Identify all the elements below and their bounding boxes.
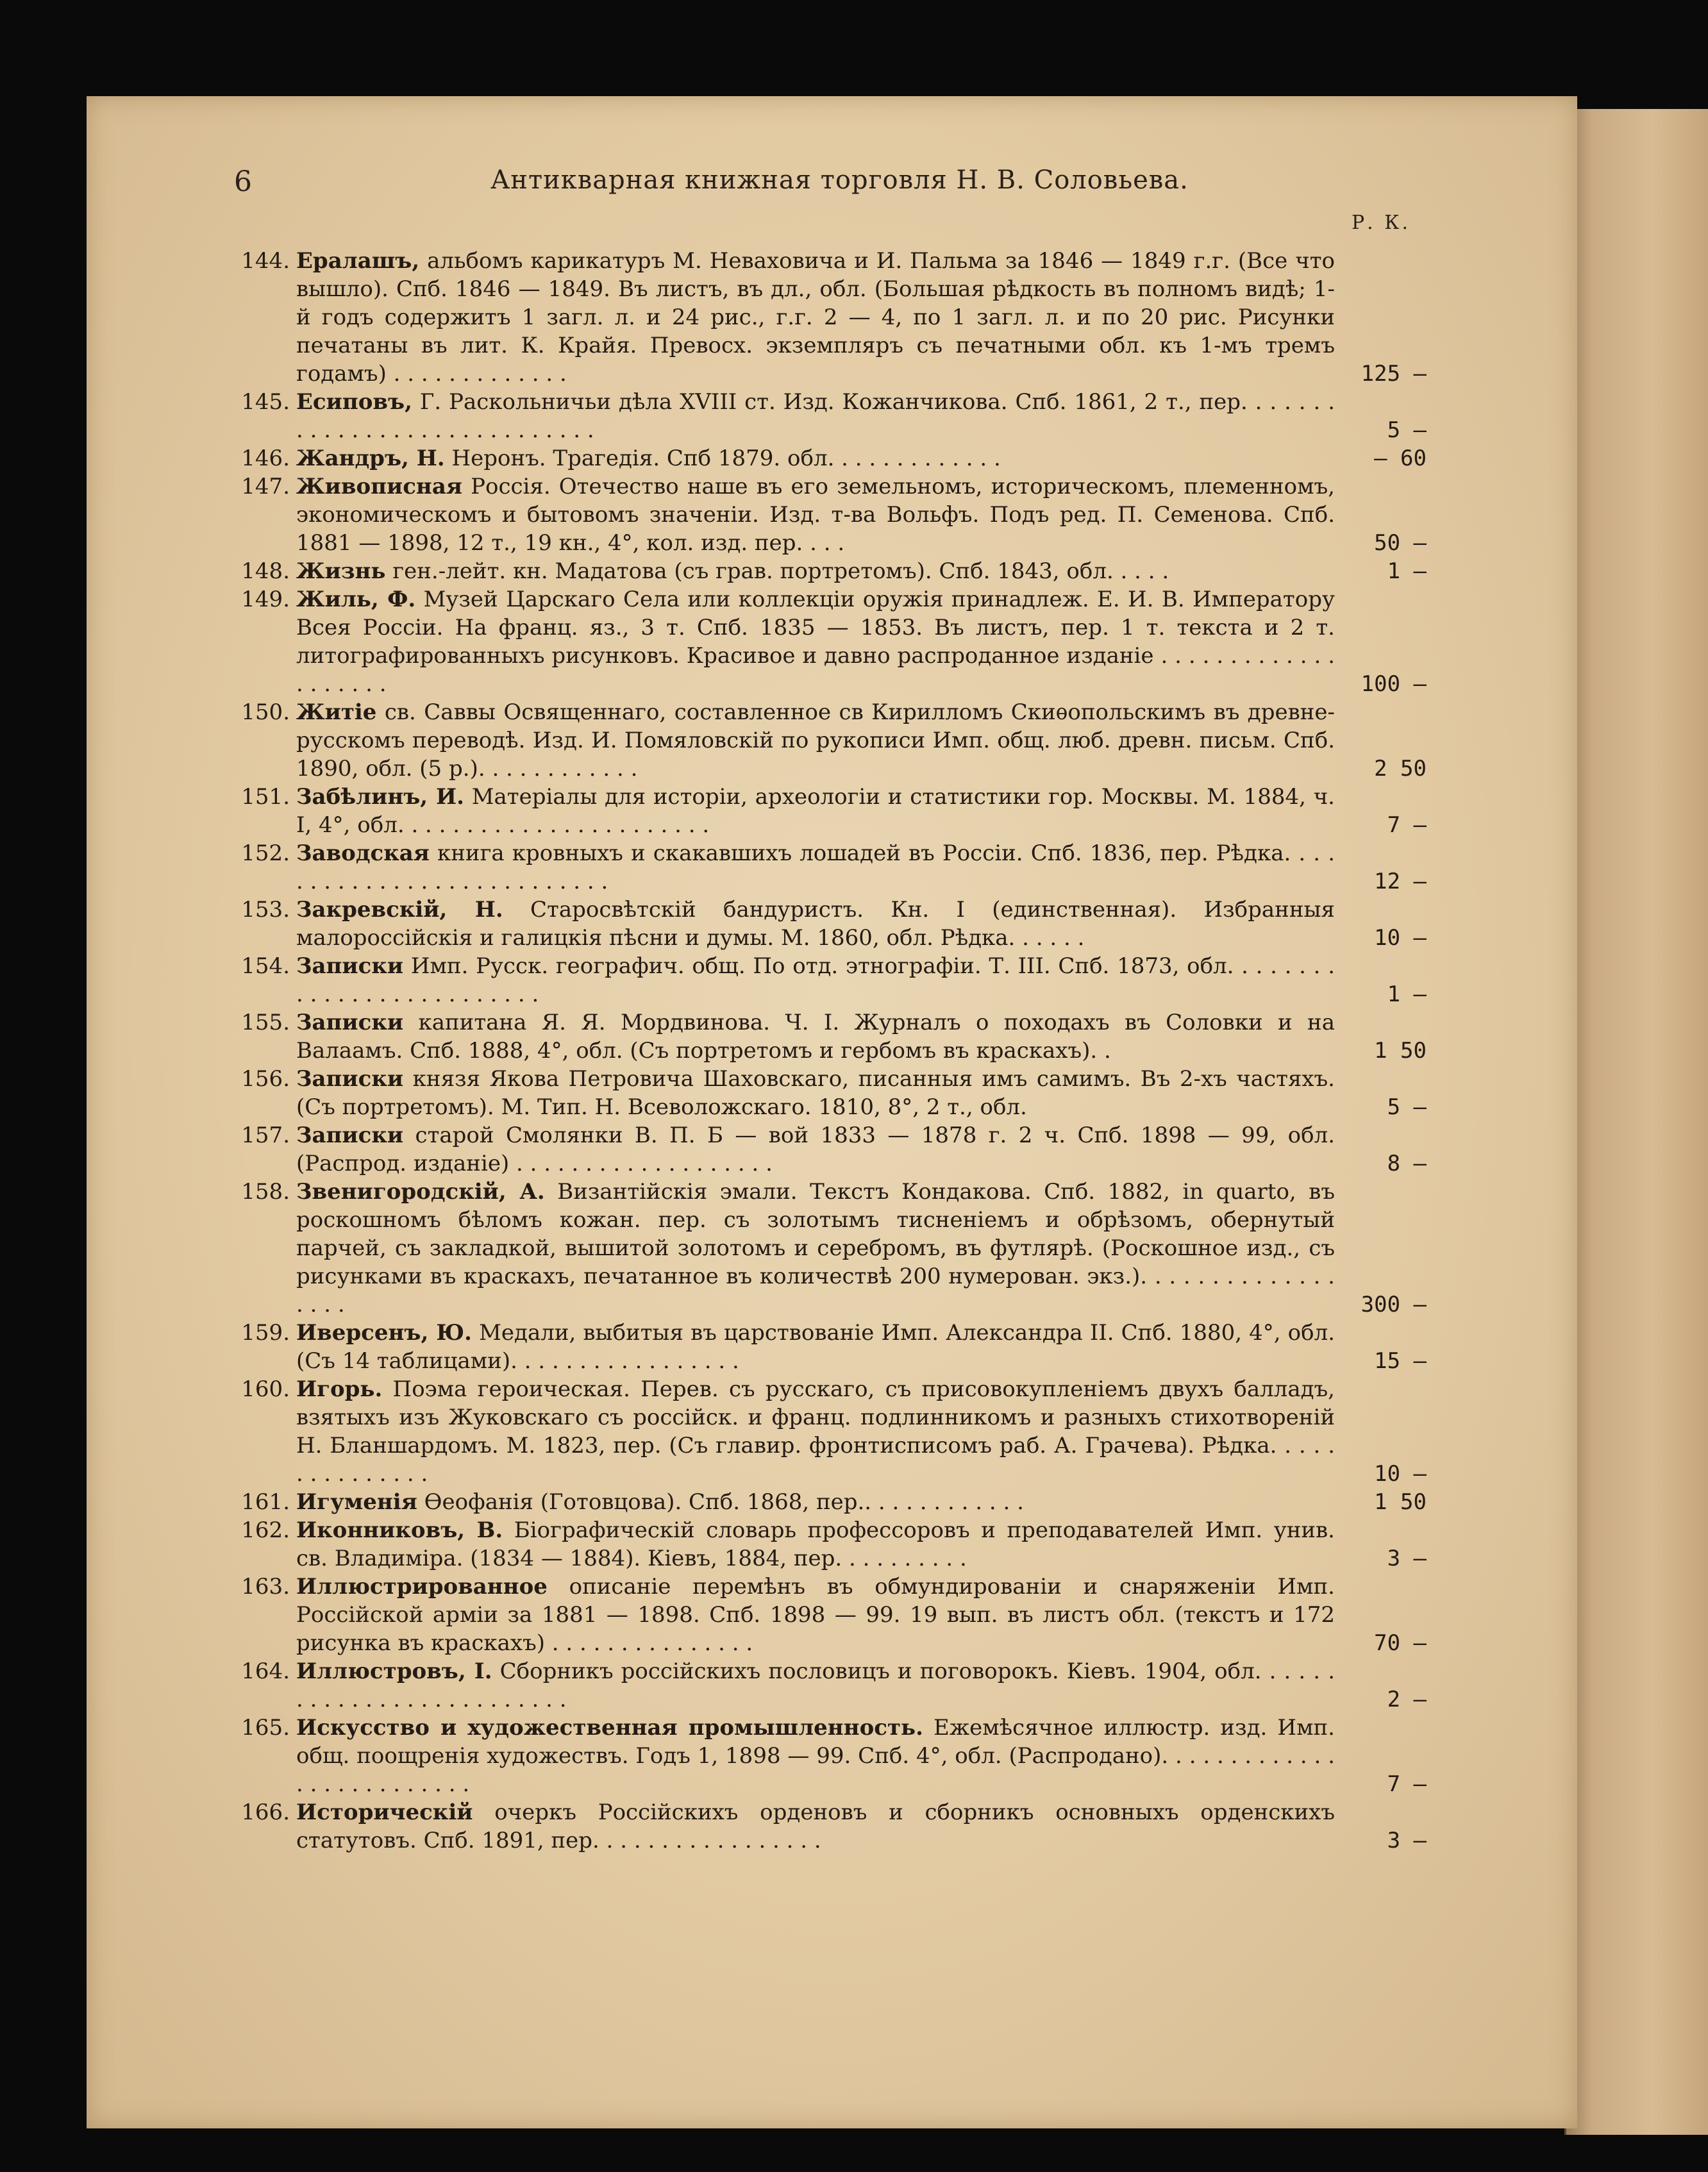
entry-heading: Есиповъ, <box>296 389 412 415</box>
entry-description <box>296 1065 1335 1121</box>
entry-price: 1 — <box>1387 558 1427 584</box>
entry-description <box>296 1516 1335 1573</box>
entry-price: 1 50 <box>1374 1038 1427 1064</box>
entry-description <box>296 1573 1335 1657</box>
entry-price: 15 — <box>1374 1348 1427 1374</box>
entry-body: старой Смолянки В. П. Б — вой 1833 — 1878 г. 2 ч. Спб. 1898 — 99, обл. (Распрод. изданіе) . . . . . . . . . . . . . . . . . . . <box>296 1123 1335 1176</box>
entry-description <box>296 1008 1335 1065</box>
entry-number: 151. <box>241 784 290 810</box>
entry-body: Неронъ. Трагедія. Спб 1879. обл. . . . . . . . . . . . . <box>444 446 1001 471</box>
catalog-entry <box>234 247 1427 388</box>
entry-body: ген.-лейт. кн. Мадатова (съ грав. портретомъ). Спб. 1843, обл. . . . . <box>385 558 1169 584</box>
entry-price: 8 — <box>1387 1151 1427 1176</box>
catalog-entry <box>234 1121 1427 1178</box>
entry-number: 153. <box>241 897 290 923</box>
entry-price: 300 — <box>1361 1292 1427 1317</box>
entry-heading: Иллюстровъ, І. <box>296 1658 492 1684</box>
entry-body: Россія. Отечество наше въ его земельномъ, историческомъ, племенномъ, экономическомъ и бытовомъ значеніи. Изд. т-ва Вольфъ. Подъ ред. П. Семенова. Спб. 1881 — 1898, 12 т., 19 кн., 4°, кол. изд. пер. . . . <box>296 474 1335 556</box>
entry-number: 160. <box>241 1376 290 1402</box>
entry-price: 2 50 <box>1374 756 1427 781</box>
entry-description <box>296 783 1335 839</box>
entry-price: 12 — <box>1374 869 1427 894</box>
entry-heading: Записки <box>296 1066 404 1092</box>
entry-description <box>296 839 1335 896</box>
catalog-entries <box>234 247 1427 1855</box>
entry-number: 146. <box>241 446 290 471</box>
entry-number: 162. <box>241 1517 290 1543</box>
catalog-entry <box>234 1657 1427 1714</box>
entry-heading: Жиль, Ф. <box>296 587 416 612</box>
page-header <box>234 165 1439 204</box>
entry-price: 2 — <box>1387 1687 1427 1712</box>
catalog-entry <box>234 444 1427 472</box>
entry-heading: Записки <box>296 953 404 979</box>
entry-heading: Игорь. <box>296 1376 383 1402</box>
entry-body: Старосвѣтскій бандуристъ. Кн. I (единственная). Избранныя малороссійскія и галицкія пѣсни и думы. М. 1860, обл. Рѣдка. . . . . . <box>296 897 1335 951</box>
entry-price: 7 — <box>1387 812 1427 838</box>
entry-number: 156. <box>241 1066 290 1092</box>
catalog-entry <box>234 1488 1427 1516</box>
entry-body: Поэма героическая. Перев. съ русскаго, съ присовокупленіемъ двухъ балладъ, взятыхъ изъ Жуковскаго съ россійск. и франц. подлинникомъ и разныхъ стихотвореній Н. Бланшардомъ. М. 1823, пер. (Съ главир. фронтисписомъ раб. А. Грачева). Рѣдка. . . . . . . . . . . . . . . <box>296 1376 1335 1487</box>
entry-body: Г. Раскольничьи дѣла XVIII ст. Изд. Кожанчикова. Спб. 1861, 2 т., пер. . . . . . . . . . . . . . . . . . . . . . . . . . . . . <box>296 389 1335 443</box>
price-column-header: Р. К. <box>1352 212 1411 234</box>
entry-price: 3 — <box>1387 1546 1427 1571</box>
entry-number: 154. <box>241 953 290 979</box>
entry-heading: Заводская <box>296 840 430 866</box>
catalog-entry <box>234 1573 1427 1657</box>
entry-heading: Жизнь <box>296 558 386 584</box>
entry-number: 145. <box>241 389 290 415</box>
catalog-entry <box>234 1798 1427 1855</box>
entry-body: Имп. Русск. географич. общ. По отд. этнографіи. Т. III. Спб. 1873, обл. . . . . . . . . . . . . . . . . . . . . . . . . . <box>296 953 1335 1007</box>
entry-description <box>296 1714 1335 1798</box>
entry-body: описаніе перемѣнъ въ обмундированіи и снаряженіи Имп. Россійской арміи за 1881 — 1898. Спб. 1898 — 99. 19 вып. въ листъ обл. (текстъ и 172 рисунка въ краскахъ) . . . . . . . . . . . . . . . <box>296 1574 1335 1656</box>
entry-number: 157. <box>241 1123 290 1148</box>
entry-price: 10 — <box>1374 925 1427 951</box>
entry-body: Біографическій словарь профессоровъ и преподавателей Имп. унив. св. Владиміра. (1834 — 1884). Кіевъ, 1884, пер. . . . . . . . . . <box>296 1517 1335 1571</box>
entry-heading: Забѣлинъ, И. <box>296 784 464 810</box>
entry-price: 1 50 <box>1374 1489 1427 1515</box>
entry-price: 10 — <box>1374 1461 1427 1487</box>
entry-number: 158. <box>241 1179 290 1205</box>
next-page-edge <box>1564 109 1708 2135</box>
entry-description <box>296 444 1335 472</box>
entry-price: 50 — <box>1374 530 1427 556</box>
entry-heading: Жандръ, Н. <box>296 446 445 471</box>
catalog-entry <box>234 1375 1427 1488</box>
entry-description <box>296 557 1335 585</box>
entry-heading: Житіе <box>296 699 377 725</box>
entry-body: очеркъ Россійскихъ орденовъ и сборникъ основныхъ орденскихъ статутовъ. Спб. 1891, пер. . . . . . . . . . . . . . . . . <box>296 1800 1335 1853</box>
entry-price: 1 — <box>1387 982 1427 1007</box>
entry-heading: Иллюстрированное <box>296 1574 548 1600</box>
entry-description <box>296 247 1335 388</box>
entry-heading: Записки <box>296 1123 404 1148</box>
entry-number: 152. <box>241 840 290 866</box>
entry-price: 3 — <box>1387 1828 1427 1853</box>
entry-body: Музей Царскаго Села или коллекціи оружія принадлеж. Е. И. В. Императору Всея Россіи. На франц. яз., 3 т. Спб. 1835 — 1853. Въ листъ, пер. 1 т. текста и 2 т. литографированныхъ рисунковъ. Красивое и давно распроданное изданіе . . . . . . . . . . . . . . . . . . . . <box>296 587 1335 697</box>
entry-body: князя Якова Петровича Шаховскаго, писанныя имъ самимъ. Въ 2-хъ частяхъ. (Съ портретомъ). М. Тип. Н. Всеволожскаго. 1810, 8°, 2 т., обл. <box>296 1066 1335 1120</box>
entry-heading: Ералашъ, <box>296 248 420 274</box>
entry-description <box>296 952 1335 1008</box>
entry-price: 70 — <box>1374 1630 1427 1656</box>
entry-body: Сборникъ россійскихъ пословицъ и поговорокъ. Кіевъ. 1904, обл. . . . . . . . . . . . . . . . . . . . . . . . . . <box>296 1658 1335 1712</box>
catalog-entry <box>234 1065 1427 1121</box>
catalog-entry <box>234 952 1427 1008</box>
entry-heading: Искусство и художественная промышленность. <box>296 1715 923 1741</box>
entry-body: Ѳеофанія (Готовцова). Спб. 1868, пер.. . . . . . . . . . . . <box>417 1489 1024 1515</box>
entry-number: 148. <box>241 558 290 584</box>
entry-number: 147. <box>241 474 290 499</box>
catalog-entry <box>234 783 1427 839</box>
catalog-entry <box>234 839 1427 896</box>
entry-body: книга кровныхъ и скакавшихъ лошадей въ Россіи. Спб. 1836, пер. Рѣдка. . . . . . . . . . . . . . . . . . . . . . . . . . . <box>296 840 1335 894</box>
entry-price: 100 — <box>1361 671 1427 697</box>
entry-number: 159. <box>241 1320 290 1346</box>
entry-price: — 60 <box>1374 446 1427 471</box>
entry-body: Медали, выбитыя въ царствованіе Имп. Александра II. Спб. 1880, 4°, обл. (Съ 14 таблицами). . . . . . . . . . . . . . . . . <box>296 1320 1335 1374</box>
entry-price: 5 — <box>1387 417 1427 443</box>
entry-heading: Живописная <box>296 474 462 499</box>
catalog-entry <box>234 557 1427 585</box>
entry-description <box>296 1488 1335 1516</box>
entry-heading: Звенигородскій, А. <box>296 1179 545 1205</box>
entry-heading: Иверсенъ, Ю. <box>296 1320 473 1346</box>
catalog-entry <box>234 472 1427 557</box>
catalog-entry <box>234 698 1427 783</box>
entry-description <box>296 1121 1335 1178</box>
entry-number: 166. <box>241 1800 290 1825</box>
entry-description <box>296 1657 1335 1714</box>
entry-body: капитана Я. Я. Мордвинова. Ч. I. Журналъ о походахъ въ Соловки и на Валаамъ. Спб. 1888, 4°, обл. (Съ портретомъ и гербомъ въ краскахъ). . <box>296 1010 1335 1064</box>
catalog-entry <box>234 585 1427 698</box>
catalog-entry <box>234 1008 1427 1065</box>
catalog-entry <box>234 896 1427 952</box>
entry-description <box>296 585 1335 698</box>
entry-number: 149. <box>241 587 290 612</box>
catalog-entry <box>234 1319 1427 1375</box>
entry-description <box>296 472 1335 557</box>
entry-description <box>296 698 1335 783</box>
entry-body: Византійскія эмали. Текстъ Кондакова. Спб. 1882, in quarto, въ роскошномъ бѣломъ кожан. пер. съ золотымъ тисненіемъ и обрѣзомъ, обернутый парчей, съ закладкой, вышитой золотомъ и серебромъ, въ футлярѣ. (Роскошное изд., съ рисунками въ краскахъ, печатанное въ количествѣ 200 нумерован. экз.). . . . . . . . . . . . . . . . . . <box>296 1179 1335 1317</box>
running-title: Антикварная книжная торговля Н. В. Соловьева. <box>490 165 1189 195</box>
entry-number: 161. <box>241 1489 290 1515</box>
entry-price: 125 — <box>1361 361 1427 387</box>
entry-description <box>296 1375 1335 1488</box>
entry-number: 164. <box>241 1658 290 1684</box>
entry-description <box>296 1319 1335 1375</box>
entry-heading: Иконниковъ, В. <box>296 1517 503 1543</box>
entry-number: 165. <box>241 1715 290 1741</box>
entry-number: 150. <box>241 699 290 725</box>
entry-number: 155. <box>241 1010 290 1035</box>
catalog-entry <box>234 1178 1427 1319</box>
entry-heading: Записки <box>296 1010 404 1035</box>
entry-price: 7 — <box>1387 1771 1427 1797</box>
entry-heading: Историческій <box>296 1800 473 1825</box>
page-number: 6 <box>234 165 252 198</box>
entry-price: 5 — <box>1387 1094 1427 1120</box>
entry-description <box>296 1178 1335 1319</box>
entry-heading: Игуменія <box>296 1489 417 1515</box>
entry-description <box>296 1798 1335 1855</box>
catalog-entry <box>234 388 1427 444</box>
entry-body: св. Саввы Освященнаго, составленное св Кирилломъ Скиѳопольскимъ въ древне-русскомъ переводѣ. Изд. И. Помяловскій по рукописи Имп. общ. люб. древн. письм. Спб. 1890, обл. (5 р.). . . . . . . . . . . . <box>296 699 1335 781</box>
catalog-entry <box>234 1516 1427 1573</box>
entry-description <box>296 388 1335 444</box>
catalog-entry <box>234 1714 1427 1798</box>
entry-number: 144. <box>241 248 290 274</box>
entry-body: альбомъ карикатуръ М. Неваховича и И. Пальма за 1846 — 1849 г.г. (Все что вышло). Спб. 1846 — 1849. Въ листъ, въ дл., обл. (Большая рѣдкость въ полномъ видѣ; 1-й годъ содержитъ 1 загл. л. и 24 рис., г.г. 2 — 4, по 1 загл. л. и по 20 рис. Рисунки печатаны въ лит. К. Крайя. Превосх. экземпляръ съ печатными обл. къ 1-мъ тремъ годамъ) . . . . . . . . . . . . . <box>296 248 1335 387</box>
entry-number: 163. <box>241 1574 290 1600</box>
entry-body: Ежемѣсячное иллюстр. изд. Имп. общ. поощренія художествъ. Годъ 1, 1898 — 99. Спб. 4°, обл. (Распродано). . . . . . . . . . . . . . . . . . . . . . . . . . <box>296 1715 1335 1797</box>
entry-description <box>296 896 1335 952</box>
entry-heading: Закревскій, Н. <box>296 897 503 923</box>
entry-body: Матеріалы для исторіи, археологіи и статистики гор. Москвы. М. 1884, ч. I, 4°, обл. . . . . . . . . . . . . . . . . . . . . . . <box>296 784 1335 838</box>
